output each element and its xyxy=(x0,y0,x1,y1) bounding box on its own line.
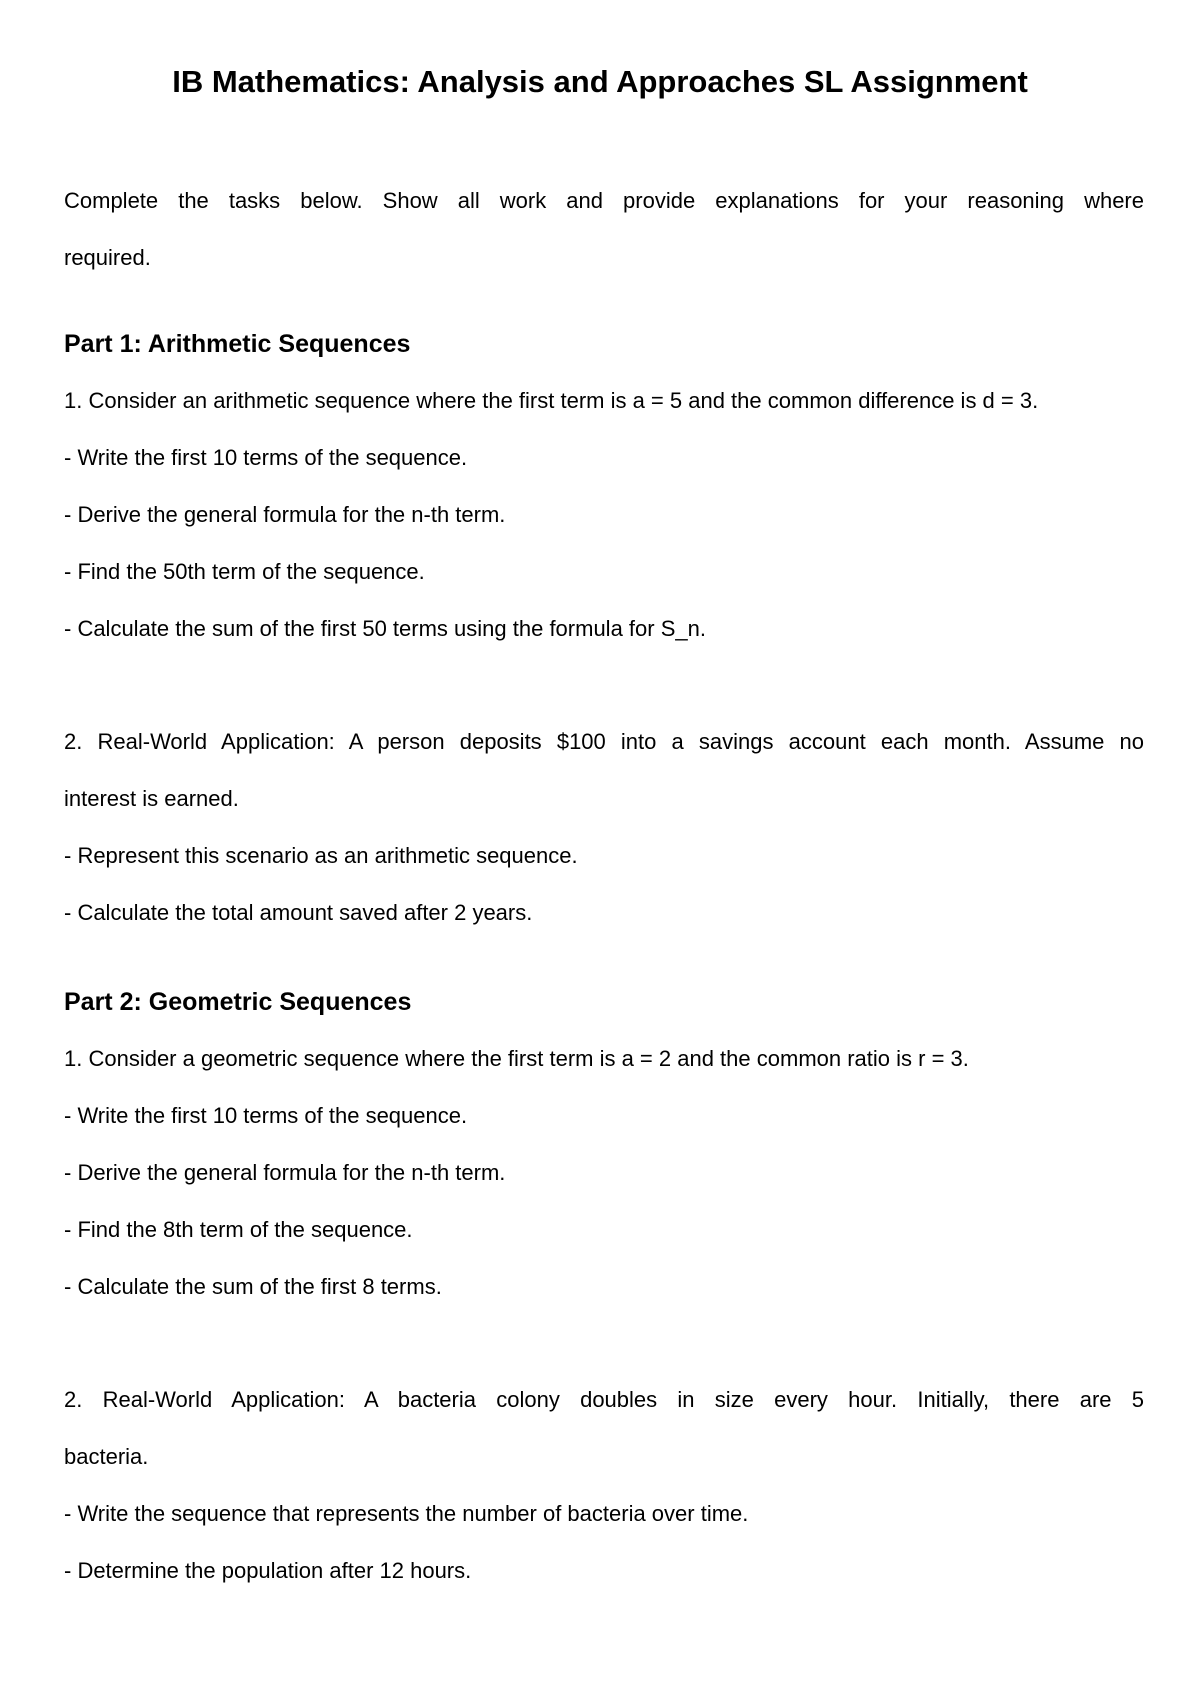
part-1-question-2-line-2: interest is earned. xyxy=(64,786,239,811)
part-2-question-1-task: - Write the first 10 terms of the sequence. xyxy=(64,1103,468,1128)
part-1-question-1-task: - Calculate the sum of the first 50 terms using the formula for S_n. xyxy=(64,616,706,641)
part-1-heading: Part 1: Arithmetic Sequences xyxy=(64,330,411,358)
part-1-question-1: 1. Consider an arithmetic sequence where the first term is a = 5 and the common difference is d = 3. xyxy=(64,388,1039,413)
part-2-heading: Part 2: Geometric Sequences xyxy=(64,988,412,1016)
part-2-question-2-line-2: bacteria. xyxy=(64,1444,149,1469)
part-2-question-1-task: - Derive the general formula for the n-th term. xyxy=(64,1160,506,1185)
part-1-question-1-task: - Derive the general formula for the n-th term. xyxy=(64,502,506,527)
part-2-question-1-task: - Calculate the sum of the first 8 terms. xyxy=(64,1274,442,1299)
part-1-question-2-task: - Represent this scenario as an arithmetic sequence. xyxy=(64,843,578,868)
intro-text-line-2: required. xyxy=(64,245,151,270)
part-2-question-1-task: - Find the 8th term of the sequence. xyxy=(64,1217,413,1242)
part-2-question-2-task: - Determine the population after 12 hours. xyxy=(64,1558,472,1583)
part-1-question-1-task: - Find the 50th term of the sequence. xyxy=(64,559,425,584)
intro-text-line-1: Complete the tasks below. Show all work and provide explanations for your reasoning where xyxy=(64,188,1144,213)
part-2-question-1: 1. Consider a geometric sequence where the first term is a = 2 and the common ratio is r = 3. xyxy=(64,1046,969,1071)
part-1-question-2-task: - Calculate the total amount saved after 2 years. xyxy=(64,900,533,925)
part-1-question-1-task: - Write the first 10 terms of the sequence. xyxy=(64,445,468,470)
part-2-question-2-line-1: 2. Real-World Application: A bacteria colony doubles in size every hour. Initially, there are 5 xyxy=(64,1387,1144,1412)
part-2-question-2-task: - Write the sequence that represents the number of bacteria over time. xyxy=(64,1501,749,1526)
part-1-question-2-line-1: 2. Real-World Application: A person deposits $100 into a savings account each month. Assume no xyxy=(64,729,1144,754)
page-title: IB Mathematics: Analysis and Approaches SL Assignment xyxy=(172,64,1028,99)
